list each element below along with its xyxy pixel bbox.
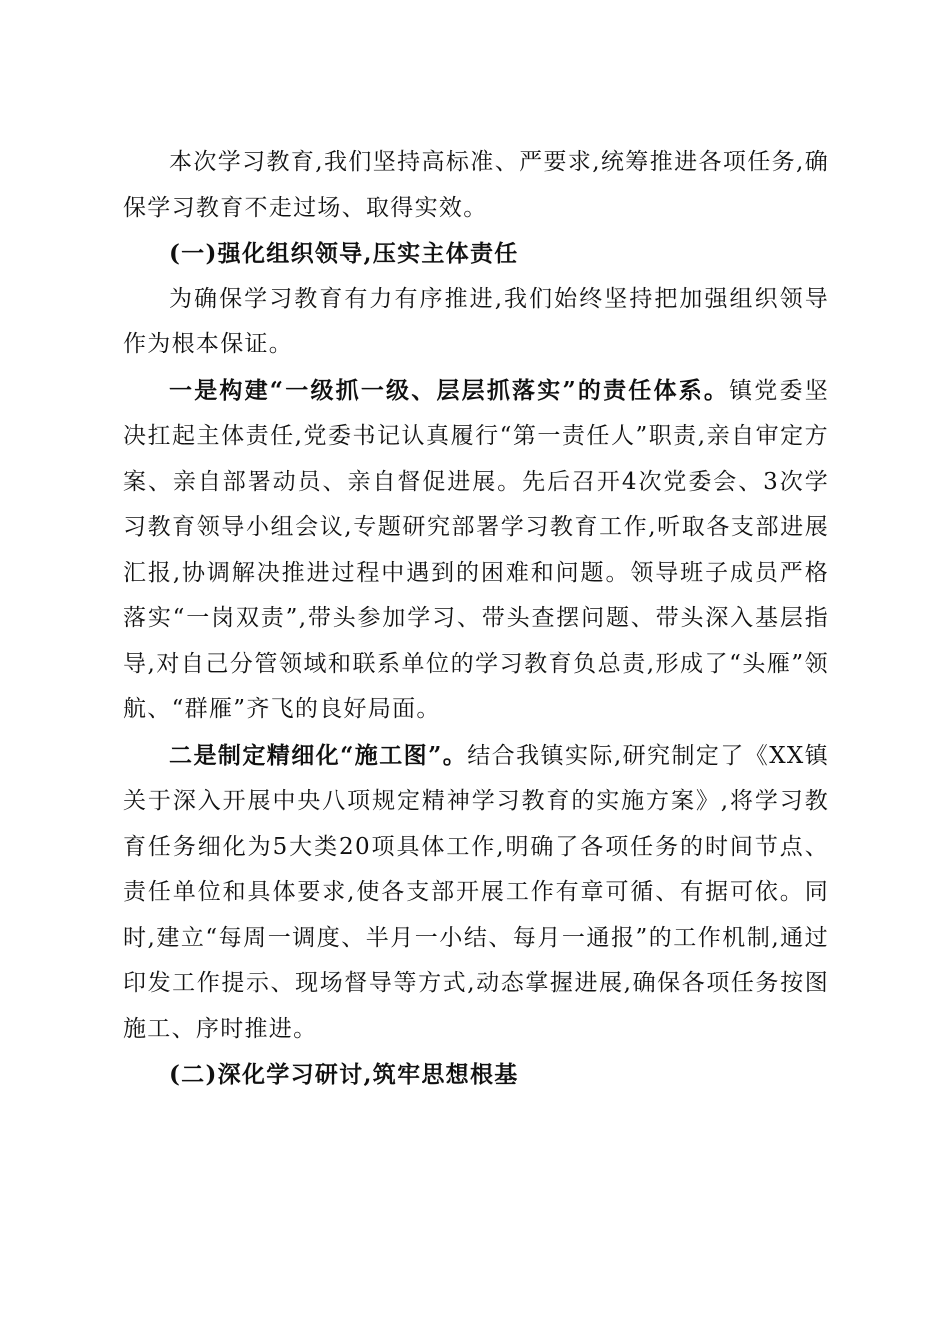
point-1-body: 镇党委坚决扛起主体责任,党委书记认真履行“第一责任人”职责,亲自审定方案、亲自部署动员、亲自督促进展。先后召开4次党委会、3次学习教育领导小组会议,专题研究部署学习教育工作,听取各支部进展汇报,协调解决推进过程中遇到的困难和问题。领导班子成员严格落实“一岗双责”,带头参加学习、带头查摆问题、带头深入基层指导,对自己分管领域和联系单位的学习教育负总责,形成了“头雁”领航、“群雁”齐飞的良好局面。 (123, 377, 829, 722)
document-body (123, 140, 829, 1098)
intro-paragraph: 本次学习教育,我们坚持高标准、严要求,统筹推进各项任务,确保学习教育不走过场、取得实效。 (123, 149, 829, 221)
point-1-paragraph (123, 368, 829, 733)
section-1-intro-paragraph: 为确保学习教育有力有序推进,我们始终坚持把加强组织领导作为根本保证。 (123, 285, 829, 357)
point-2-body: 结合我镇实际,研究制定了《XX镇关于深入开展中央八项规定精神学习教育的实施方案》,将学习教育任务细化为5大类20项具体工作,明确了各项任务的时间节点、责任单位和具体要求,使各支部开展工作有章可循、有据可依。同时,建立“每周一调度、半月一小结、每月一通报”的工作机制,通过印发工作提示、现场督导等方式,动态掌握进展,确保各项任务按图施工、序时推进。 (123, 742, 830, 1042)
point-2-lead: 二是制定精细化“施工图”。 (169, 741, 468, 769)
point-2-paragraph (123, 733, 829, 1053)
point-1-lead: 一是构建“一级抓一级、层层抓落实”的责任体系。 (169, 376, 730, 404)
section-heading-1: (一)强化组织领导,压实主体责任 (169, 240, 519, 267)
section-heading-2: (二)深化学习研讨,筑牢思想根基 (169, 1061, 519, 1088)
